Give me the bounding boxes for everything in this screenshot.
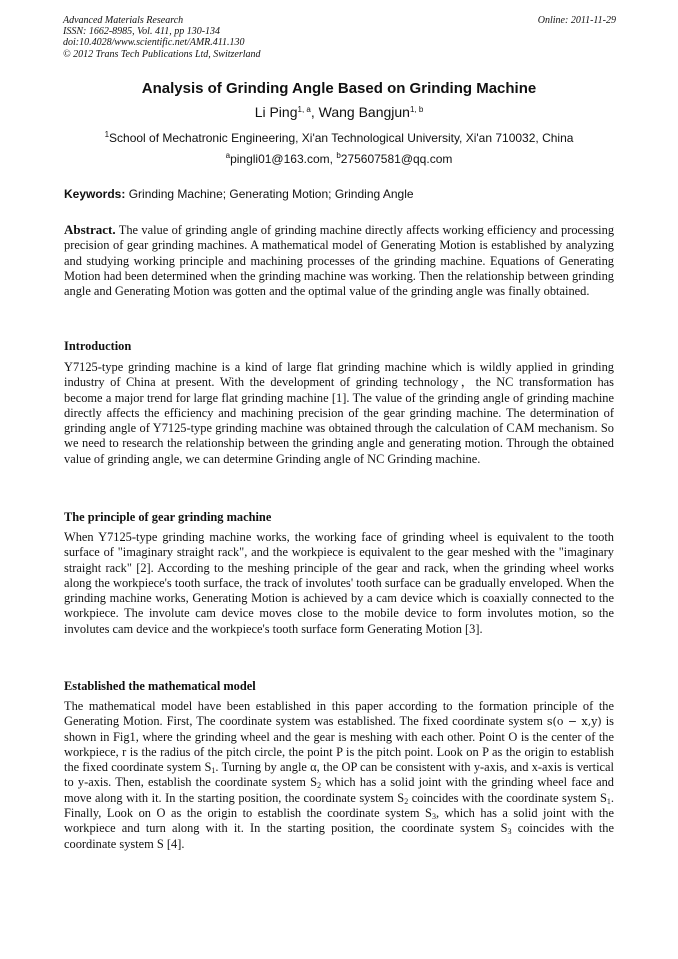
- affiliation-superscript: 1: [104, 130, 110, 139]
- introduction-paragraph: Y7125-type grinding machine is a kind of large flat grinding machine which is wildly applied in grinding industry of China at present. With the development of grinding technology，the NC transformation has become a major trend for large flat grinding machine [1]. The value of the grinding angle of grinding machine directly affects the efficiency and machining precision of the gear grinding machine. The determination of grinding angle of Y7125-type grinding machine was obtained through the calculation of CAM mechanism. So we need to research the relationship between the grinding angle and generating motion. Through the obtained value of grinding angle, we can determine Grinding angle of NC Grinding machine.: [64, 360, 614, 466]
- journal-name: Advanced Materials Research: [63, 15, 184, 26]
- subscript: 3: [507, 827, 512, 837]
- affiliation-text: School of Mechatronic Engineering, Xi'an Technological University, Xi'an 710032, China: [109, 131, 574, 145]
- model-text: coincides with the coordinate system S [4].: [64, 821, 614, 851]
- subscript: 1: [606, 796, 611, 806]
- online-date: Online: 2011-11-29: [537, 15, 616, 26]
- author-line: [0, 104, 678, 120]
- email-superscript: a: [225, 151, 231, 160]
- model-text: . Finally, Look on O as the origin to establish the coordinate system S: [64, 790, 614, 821]
- email-link[interactable]: pingli01@163.com: [230, 152, 330, 166]
- keywords: [64, 187, 614, 201]
- author-separator: ,: [310, 104, 319, 120]
- coordinate-symbol: s(o − x,y): [546, 715, 602, 729]
- subscript: 1: [211, 766, 216, 776]
- author-superscript: 1, b: [409, 105, 424, 114]
- abstract-label: Abstract.: [64, 222, 116, 237]
- model-text: coincides with the coordinate system S: [408, 790, 607, 805]
- section-heading-principle: The principle of gear grinding machine: [64, 510, 272, 524]
- keywords-label: Keywords:: [64, 187, 126, 201]
- model-text: , which has a solid joint with the workpiece and turn along with it. In the starting position, the coordinate system S: [64, 806, 614, 836]
- model-text: is shown in Fig1, where the grinding wheel and the gear is meshing with each other. Point O is the center of the workpiece, r is the radius of the pitch circle, the point P is the pitch point. Look on P as the origin to establish the fixed coordinate system S: [64, 714, 614, 775]
- author-name: Li Ping: [254, 104, 298, 120]
- author-name: Wang Bangjun: [318, 104, 410, 120]
- model-text: which has a solid joint with the grinding wheel face and move along with it. In the starting position, the coordinate system S: [64, 775, 614, 805]
- model-text: The mathematical model have been established in this paper according to the formation principle of the Generating Motion. First, The coordinate system was established. The fixed coordinate system: [64, 699, 614, 729]
- model-text: . Turning by angle α, the OP can be consistent with y-axis, and x-axis is vertical to y-axis. Then, establish the coordinate system S: [64, 760, 615, 790]
- email-link[interactable]: 275607581@qq.com: [340, 152, 453, 166]
- copyright-line: © 2012 Trans Tech Publications Ltd, Switzerland: [63, 48, 261, 60]
- section-heading-introduction: Introduction: [64, 339, 132, 353]
- subscript: 3: [431, 812, 436, 822]
- affiliation: [0, 131, 678, 145]
- subscript: 2: [404, 796, 409, 806]
- email-line: [0, 152, 678, 166]
- email-separator: ,: [329, 152, 337, 166]
- abstract-text: The value of grinding angle of grinding machine directly affects working efficiency and processing precision of gear grinding machines. A mathematical model of Generating Motion is established by analyzing and studying working principle and machining processes of the grinding machine. Equations of Generating Motion had been determined when the grinding machine was working. Then the relationship between grinding angle and Generating Motion was gotten and the optimal value of the grinding angle was finally obtained.: [64, 223, 615, 299]
- model-paragraph: [64, 699, 614, 852]
- author-superscript: 1, a: [297, 105, 311, 114]
- email-superscript: b: [336, 151, 341, 160]
- keywords-text: Grinding Machine; Generating Motion; Grinding Angle: [128, 187, 414, 201]
- paper-title: Analysis of Grinding Angle Based on Grinding Machine: [141, 80, 537, 97]
- abstract: [64, 222, 614, 299]
- subscript: 2: [317, 781, 322, 791]
- section-heading-model: Established the mathematical model: [64, 679, 256, 693]
- doi-line: doi:10.4028/www.scientific.net/AMR.411.130: [63, 37, 245, 49]
- journal-header: [63, 15, 616, 60]
- principle-paragraph: When Y7125-type grinding machine works, the working face of grinding wheel is equivalent to the tooth surface of "imaginary straight rack", and the workpiece is equivalent to the gear meshed with the "imaginary straight rack" [2]. According to the meshing principle of the gear and rack, when the grinding wheel works along the workpiece's tooth surface, the track of involutes' tooth surface can be gradually enveloped. When the grinding machine works, Generating Motion is achieved by a cam device which is coaxially connected to the workpiece. The involute cam device moves close to the mobile device to form involutes motion, so the involutes cam device and the workpiece's tooth surface form Generating Motion [3].: [64, 530, 614, 636]
- issn-line: ISSN: 1662-8985, Vol. 411, pp 130-134: [63, 26, 221, 38]
